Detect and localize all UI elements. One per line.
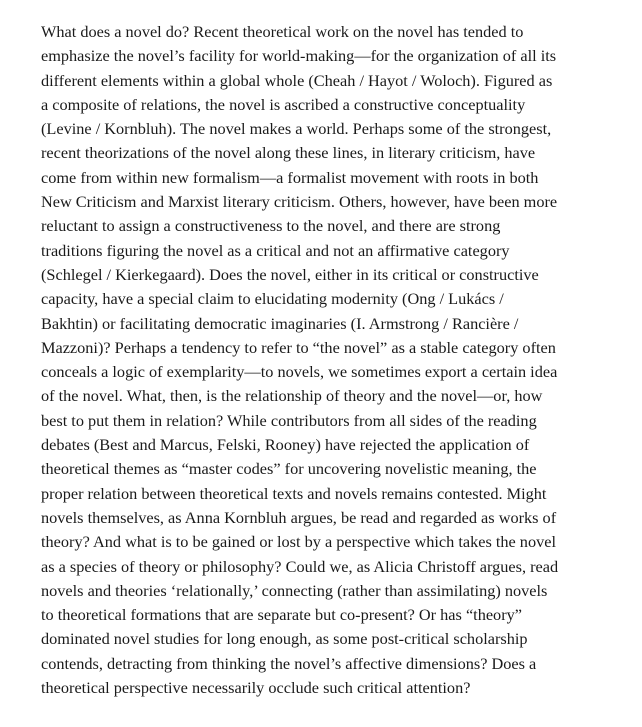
paragraph-line: a composite of relations, the novel is ascribed a constructive conceptuality bbox=[41, 94, 526, 114]
body-paragraph bbox=[41, 20, 601, 700]
paragraph-line: different elements within a global whole (Cheah / Hayot / Woloch). Figured as bbox=[41, 70, 553, 90]
paragraph-line: contends, detracting from thinking the novel’s affective dimensions? Does a bbox=[41, 653, 537, 673]
paragraph-line: come from within new formalism—a formalist movement with roots in both bbox=[41, 167, 539, 187]
paragraph-line: capacity, have a special claim to elucidating modernity (Ong / Lukács / bbox=[41, 289, 504, 309]
paragraph-line: emphasize the novel’s facility for world-making—for the organization of all its bbox=[41, 46, 557, 66]
paragraph-line: Mazzoni)? Perhaps a tendency to refer to “the novel” as a stable category often bbox=[41, 337, 556, 357]
paragraph-line: of the novel. What, then, is the relationship of theory and the novel—or, how bbox=[41, 386, 543, 406]
paragraph-line: theory? And what is to be gained or lost by a perspective which takes the novel bbox=[41, 532, 556, 552]
paragraph-line: to theoretical formations that are separate but co-present? Or has “theory” bbox=[41, 605, 522, 625]
paragraph-line: recent theorizations of the novel along these lines, in literary criticism, have bbox=[41, 143, 536, 163]
paragraph-line: theoretical themes as “master codes” for uncovering novelistic meaning, the bbox=[41, 459, 537, 479]
paragraph-line: debates (Best and Marcus, Felski, Rooney) have rejected the application of bbox=[41, 435, 530, 455]
paragraph-line: traditions figuring the novel as a critical and not an affirmative category bbox=[41, 240, 510, 260]
paragraph-line: novels and theories ‘relationally,’ connecting (rather than assimilating) novels bbox=[41, 580, 548, 600]
paragraph-line: best to put them in relation? While contributors from all sides of the reading bbox=[41, 410, 537, 430]
paragraph-line: conceals a logic of exemplarity—to novels, we sometimes export a certain idea bbox=[41, 362, 558, 382]
paragraph-line: proper relation between theoretical texts and novels remains contested. Might bbox=[41, 483, 547, 503]
paragraph-line: Bakhtin) or facilitating democratic imaginaries (I. Armstrong / Rancière / bbox=[41, 313, 519, 333]
paragraph-line: (Levine / Kornbluh). The novel makes a world. Perhaps some of the strongest, bbox=[41, 119, 552, 139]
paragraph-line: theoretical perspective necessarily occlude such critical attention? bbox=[41, 678, 471, 698]
paragraph-line: novels themselves, as Anna Kornbluh argues, be read and regarded as works of bbox=[41, 507, 557, 527]
paragraph-line: as a species of theory or philosophy? Could we, as Alicia Christoff argues, read bbox=[41, 556, 559, 576]
paragraph-line: reluctant to assign a constructiveness to the novel, and there are strong bbox=[41, 216, 501, 236]
paragraph-line: What does a novel do? Recent theoretical work on the novel has tended to bbox=[41, 22, 524, 41]
paragraph-line: dominated novel studies for long enough, as some post-critical scholarship bbox=[41, 629, 528, 649]
paragraph-line: (Schlegel / Kierkegaard). Does the novel, either in its critical or constructive bbox=[41, 264, 539, 284]
paragraph-line: New Criticism and Marxist literary criticism. Others, however, have been more bbox=[41, 192, 558, 212]
